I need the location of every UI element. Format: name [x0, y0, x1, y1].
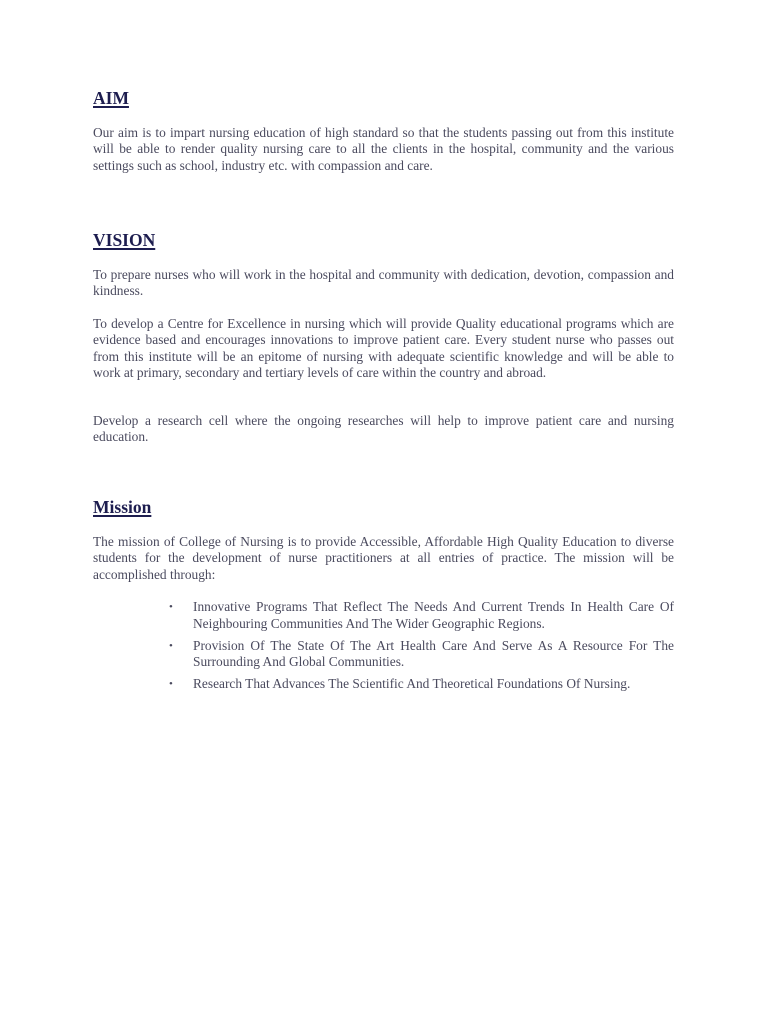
list-item	[93, 676, 674, 693]
list-item	[93, 599, 674, 632]
list-item	[93, 638, 674, 671]
bullet-text: Innovative Programs That Reflect The Needs And Current Trends In Health Care Of Neighbouring Communities And The Wider Geographic Regions.	[193, 599, 674, 631]
mission-bullet-list	[93, 599, 674, 698]
aim-paragraph: Our aim is to impart nursing education of high standard so that the students passing out from this institute will be able to render quality nursing care to all the clients in the hospital, community and the various settings such as school, industry etc. with compassion and care.	[93, 125, 674, 173]
bullet-icon: •	[169, 678, 173, 690]
mission-heading: Mission	[93, 497, 152, 517]
vision-paragraph-3: Develop a research cell where the ongoing researches will help to improve patient care and nursing education.	[93, 413, 674, 445]
mission-paragraph: The mission of College of Nursing is to provide Accessible, Affordable High Quality Education to diverse students for the development of nurse practitioners at all entries of practice. The mission will be accomplished through:	[93, 534, 674, 582]
bullet-icon: •	[169, 601, 173, 613]
vision-heading: VISION	[93, 230, 156, 250]
bullet-text: Research That Advances The Scientific And Theoretical Foundations Of Nursing.	[193, 676, 631, 691]
vision-paragraph-1: To prepare nurses who will work in the hospital and community with dedication, devotion, compassion and kindness.	[93, 267, 674, 299]
vision-paragraph-2: To develop a Centre for Excellence in nursing which will provide Quality educational programs which are evidence based and encourages innovations to improve patient care. Every student nurse who passes out from this institute will be an epitome of nursing with adequate scientific knowledge and will be able to work at primary, secondary and tertiary levels of care within the country and abroad.	[93, 316, 674, 380]
aim-heading: AIM	[93, 88, 129, 108]
bullet-icon: •	[169, 639, 173, 652]
bullet-text: Provision Of The State Of The Art Health Care And Serve As A Resource For The Surrounding And Global Communities.	[193, 637, 674, 669]
